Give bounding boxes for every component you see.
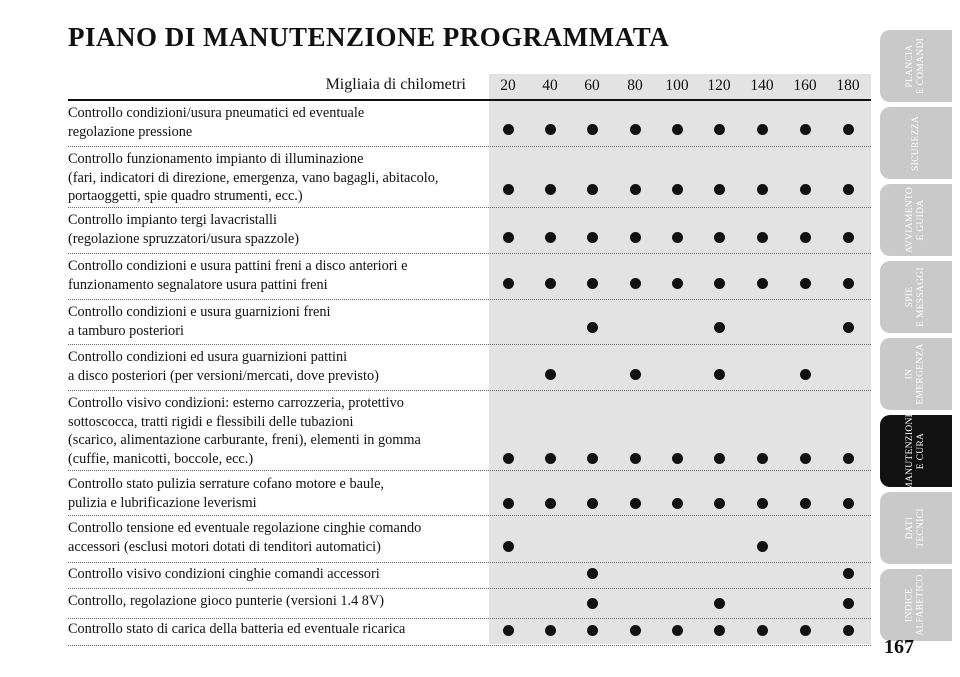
section-tab-label-line: TECNICI (915, 508, 926, 548)
maintenance-mark-dot (587, 322, 598, 333)
maintenance-mark-dot (503, 184, 514, 195)
section-tab-label (905, 187, 927, 253)
section-tab-label-line: E COMANDI (916, 37, 926, 95)
section-tab-label (905, 343, 927, 404)
maintenance-mark-dot (503, 124, 514, 135)
row-label-line: Controllo stato di carica della batteria ed eventuale ricarica (68, 621, 406, 637)
section-tab-label (905, 267, 927, 327)
row-divider (68, 253, 871, 254)
row-divider (68, 515, 871, 516)
section-tab-label-line: PLANCIA (905, 44, 915, 88)
maintenance-mark-dot (503, 498, 514, 509)
maintenance-mark-dot (843, 184, 854, 195)
column-header-120: 120 (707, 77, 731, 94)
maintenance-mark-dot (800, 232, 811, 243)
maintenance-mark-dot (843, 598, 854, 609)
maintenance-mark-dot (545, 498, 556, 509)
table-row-label (68, 104, 488, 141)
maintenance-mark-dot (630, 369, 641, 380)
maintenance-mark-dot (587, 184, 598, 195)
section-tab-label-line: INDICE (905, 588, 915, 622)
section-tab-label (905, 411, 927, 491)
maintenance-mark-dot (587, 278, 598, 289)
table-row-label (68, 394, 488, 468)
table-row-label (68, 475, 488, 512)
maintenance-mark-dot (843, 124, 854, 135)
section-tab-label-line: SICUREZZA (910, 115, 921, 171)
column-header-140: 140 (750, 77, 774, 94)
row-label-line: Controllo condizioni e usura pattini freni a disco anteriori e (68, 258, 408, 274)
maintenance-mark-dot (587, 232, 598, 243)
maintenance-mark-dot (757, 232, 768, 243)
row-label-line: (scarico, alimentazione carburante, freni), elementi in gomma (68, 432, 421, 448)
maintenance-mark-dot (503, 541, 514, 552)
maintenance-mark-dot (714, 232, 725, 243)
row-label-line: regolazione pressione (68, 123, 193, 140)
row-label-line: funzionamento segnalatore usura pattini freni (68, 276, 328, 293)
maintenance-mark-dot (714, 369, 725, 380)
column-header-80: 80 (627, 77, 643, 94)
row-label-line: pulizia e lubrificazione leverismi (68, 494, 257, 511)
table-row-label (68, 348, 488, 385)
maintenance-mark-dot (714, 598, 725, 609)
maintenance-mark-dot (630, 498, 641, 509)
row-label-line: a tamburo posteriori (68, 322, 184, 339)
maintenance-mark-dot (630, 124, 641, 135)
row-divider (68, 207, 871, 208)
maintenance-mark-dot (630, 453, 641, 464)
section-tab-label-line: DATI (904, 516, 915, 540)
row-divider (68, 146, 871, 147)
section-tab-avviamento-e-guida[interactable] (880, 184, 952, 256)
section-tab-label-line: MANUTENZIONE (905, 411, 915, 491)
row-label-line: sottoscocca, tratti rigidi e flessibili delle tubazioni (68, 413, 354, 430)
row-label-line: (fari, indicatori di direzione, emergenza, vano bagagli, abitacolo, (68, 169, 439, 186)
row-divider (68, 618, 871, 619)
maintenance-mark-dot (545, 278, 556, 289)
section-tab-label-line: SPIE (905, 286, 915, 308)
maintenance-mark-dot (630, 184, 641, 195)
section-tab-label-line: E CURA (916, 432, 926, 470)
row-label-line: Controllo condizioni ed usura guarnizioni pattini (68, 349, 348, 365)
maintenance-mark-dot (843, 278, 854, 289)
maintenance-mark-dot (672, 453, 683, 464)
row-label-line: portaoggetti, spie quadro strumenti, ecc.) (68, 188, 303, 204)
maintenance-mark-dot (843, 322, 854, 333)
maintenance-mark-dot (714, 498, 725, 509)
maintenance-mark-dot (800, 124, 811, 135)
maintenance-mark-dot (630, 278, 641, 289)
maintenance-mark-dot (714, 453, 725, 464)
row-label-line: Controllo visivo condizioni: esterno carrozzeria, protettivo (68, 395, 404, 411)
maintenance-mark-dot (843, 232, 854, 243)
page-number: 167 (884, 636, 914, 658)
section-tab-spie-e-messaggi[interactable] (880, 261, 952, 333)
row-label-line: Controllo visivo condizioni cinghie comandi accessori (68, 566, 380, 582)
maintenance-mark-dot (545, 184, 556, 195)
maintenance-mark-dot (587, 453, 598, 464)
section-tab-sicurezza[interactable] (880, 107, 952, 179)
maintenance-mark-dot (714, 322, 725, 333)
row-divider (68, 588, 871, 589)
column-header-60: 60 (584, 77, 600, 94)
maintenance-mark-dot (545, 453, 556, 464)
row-divider (68, 645, 871, 646)
maintenance-mark-dot (672, 625, 683, 636)
maintenance-mark-dot (757, 541, 768, 552)
row-label-line: Controllo condizioni/usura pneumatici ed eventuale (68, 105, 365, 121)
maintenance-mark-dot (757, 625, 768, 636)
maintenance-mark-dot (545, 369, 556, 380)
section-tab-dati-tecnici[interactable] (880, 492, 952, 564)
table-row-label (68, 565, 488, 584)
section-tab-label-line: IN (905, 368, 915, 380)
section-tab-in-emergenza[interactable] (880, 338, 952, 410)
row-label-line: Controllo tensione ed eventuale regolazione cinghie comando (68, 520, 422, 536)
section-tab-label (905, 38, 927, 94)
maintenance-mark-dot (630, 232, 641, 243)
maintenance-mark-dot (503, 625, 514, 636)
section-tab-label (905, 508, 927, 548)
maintenance-mark-dot (757, 498, 768, 509)
maintenance-mark-dot (672, 232, 683, 243)
section-tab-indice-alfabetico[interactable] (880, 569, 952, 641)
maintenance-mark-dot (587, 625, 598, 636)
row-divider (68, 299, 871, 300)
maintenance-mark-dot (757, 124, 768, 135)
maintenance-mark-dot (714, 278, 725, 289)
maintenance-mark-dot (545, 124, 556, 135)
maintenance-mark-dot (714, 124, 725, 135)
maintenance-mark-dot (587, 498, 598, 509)
header-divider (68, 99, 871, 101)
section-tab-label-line: AVVIAMENTO (904, 187, 915, 253)
maintenance-mark-dot (545, 625, 556, 636)
section-tab-manutenzione-e-cura[interactable] (880, 411, 952, 491)
mileage-header-label: Migliaia di chilometri (325, 76, 466, 93)
maintenance-mark-dot (503, 453, 514, 464)
table-row-label (68, 150, 488, 206)
column-header-100: 100 (665, 77, 689, 94)
maintenance-mark-dot (503, 278, 514, 289)
row-label-line: Controllo condizioni e usura guarnizioni freni (68, 304, 331, 320)
column-header-160: 160 (793, 77, 817, 94)
row-label-line: Controllo, regolazione gioco punterie (versioni 1.4 8V) (68, 593, 385, 609)
maintenance-mark-dot (714, 625, 725, 636)
row-divider (68, 344, 871, 345)
table-row-label (68, 303, 488, 340)
maintenance-mark-dot (503, 232, 514, 243)
maintenance-mark-dot (672, 124, 683, 135)
row-label-line: Controllo stato pulizia serrature cofano motore e baule, (68, 476, 385, 492)
row-divider (68, 470, 871, 471)
page-title: PIANO DI MANUTENZIONE PROGRAMMATA (68, 22, 670, 52)
maintenance-mark-dot (757, 453, 768, 464)
section-tab-label-line: E GUIDA (915, 199, 926, 241)
maintenance-mark-dot (843, 498, 854, 509)
section-tab-label-line: ALFABETICO (916, 574, 926, 636)
maintenance-mark-dot (672, 498, 683, 509)
row-label-line: accessori (esclusi motori dotati di tenditori automatici) (68, 538, 381, 555)
row-label-line: Controllo impianto tergi lavacristalli (68, 212, 277, 228)
column-header-180: 180 (836, 77, 860, 94)
row-label-line: a disco posteriori (per versioni/mercati, dove previsto) (68, 367, 379, 384)
maintenance-mark-dot (587, 598, 598, 609)
table-row-label (68, 519, 488, 556)
maintenance-mark-dot (672, 184, 683, 195)
maintenance-mark-dot (630, 625, 641, 636)
maintenance-mark-dot (587, 124, 598, 135)
maintenance-mark-dot (757, 278, 768, 289)
maintenance-mark-dot (587, 568, 598, 579)
row-label-line: (regolazione spruzzatori/usura spazzole) (68, 230, 300, 247)
table-row-label (68, 620, 488, 639)
row-divider (68, 390, 871, 391)
maintenance-mark-dot (800, 498, 811, 509)
section-tab-plancia-e-comandi[interactable] (880, 30, 952, 102)
interval-columns-background (489, 74, 871, 644)
section-tab-label-line: EMERGENZA (916, 343, 926, 405)
maintenance-mark-dot (714, 184, 725, 195)
section-tab-label (910, 116, 921, 171)
row-label-line: Controllo funzionamento impianto di illuminazione (68, 151, 364, 167)
maintenance-mark-dot (800, 453, 811, 464)
maintenance-mark-dot (800, 278, 811, 289)
table-row-label (68, 211, 488, 248)
column-header-20: 20 (500, 77, 516, 94)
maintenance-mark-dot (800, 369, 811, 380)
table-row-label (68, 257, 488, 294)
maintenance-mark-dot (800, 184, 811, 195)
maintenance-mark-dot (800, 625, 811, 636)
maintenance-mark-dot (545, 232, 556, 243)
section-tab-label (905, 574, 927, 635)
maintenance-mark-dot (843, 625, 854, 636)
row-label-line: (cuffie, manicotti, boccole, ecc.) (68, 450, 254, 467)
section-tab-label-line: E MESSAGGI (916, 267, 926, 327)
maintenance-mark-dot (757, 184, 768, 195)
table-row-label (68, 592, 488, 611)
maintenance-mark-dot (843, 453, 854, 464)
maintenance-mark-dot (843, 568, 854, 579)
column-header-40: 40 (542, 77, 558, 94)
maintenance-mark-dot (672, 278, 683, 289)
row-divider (68, 562, 871, 563)
